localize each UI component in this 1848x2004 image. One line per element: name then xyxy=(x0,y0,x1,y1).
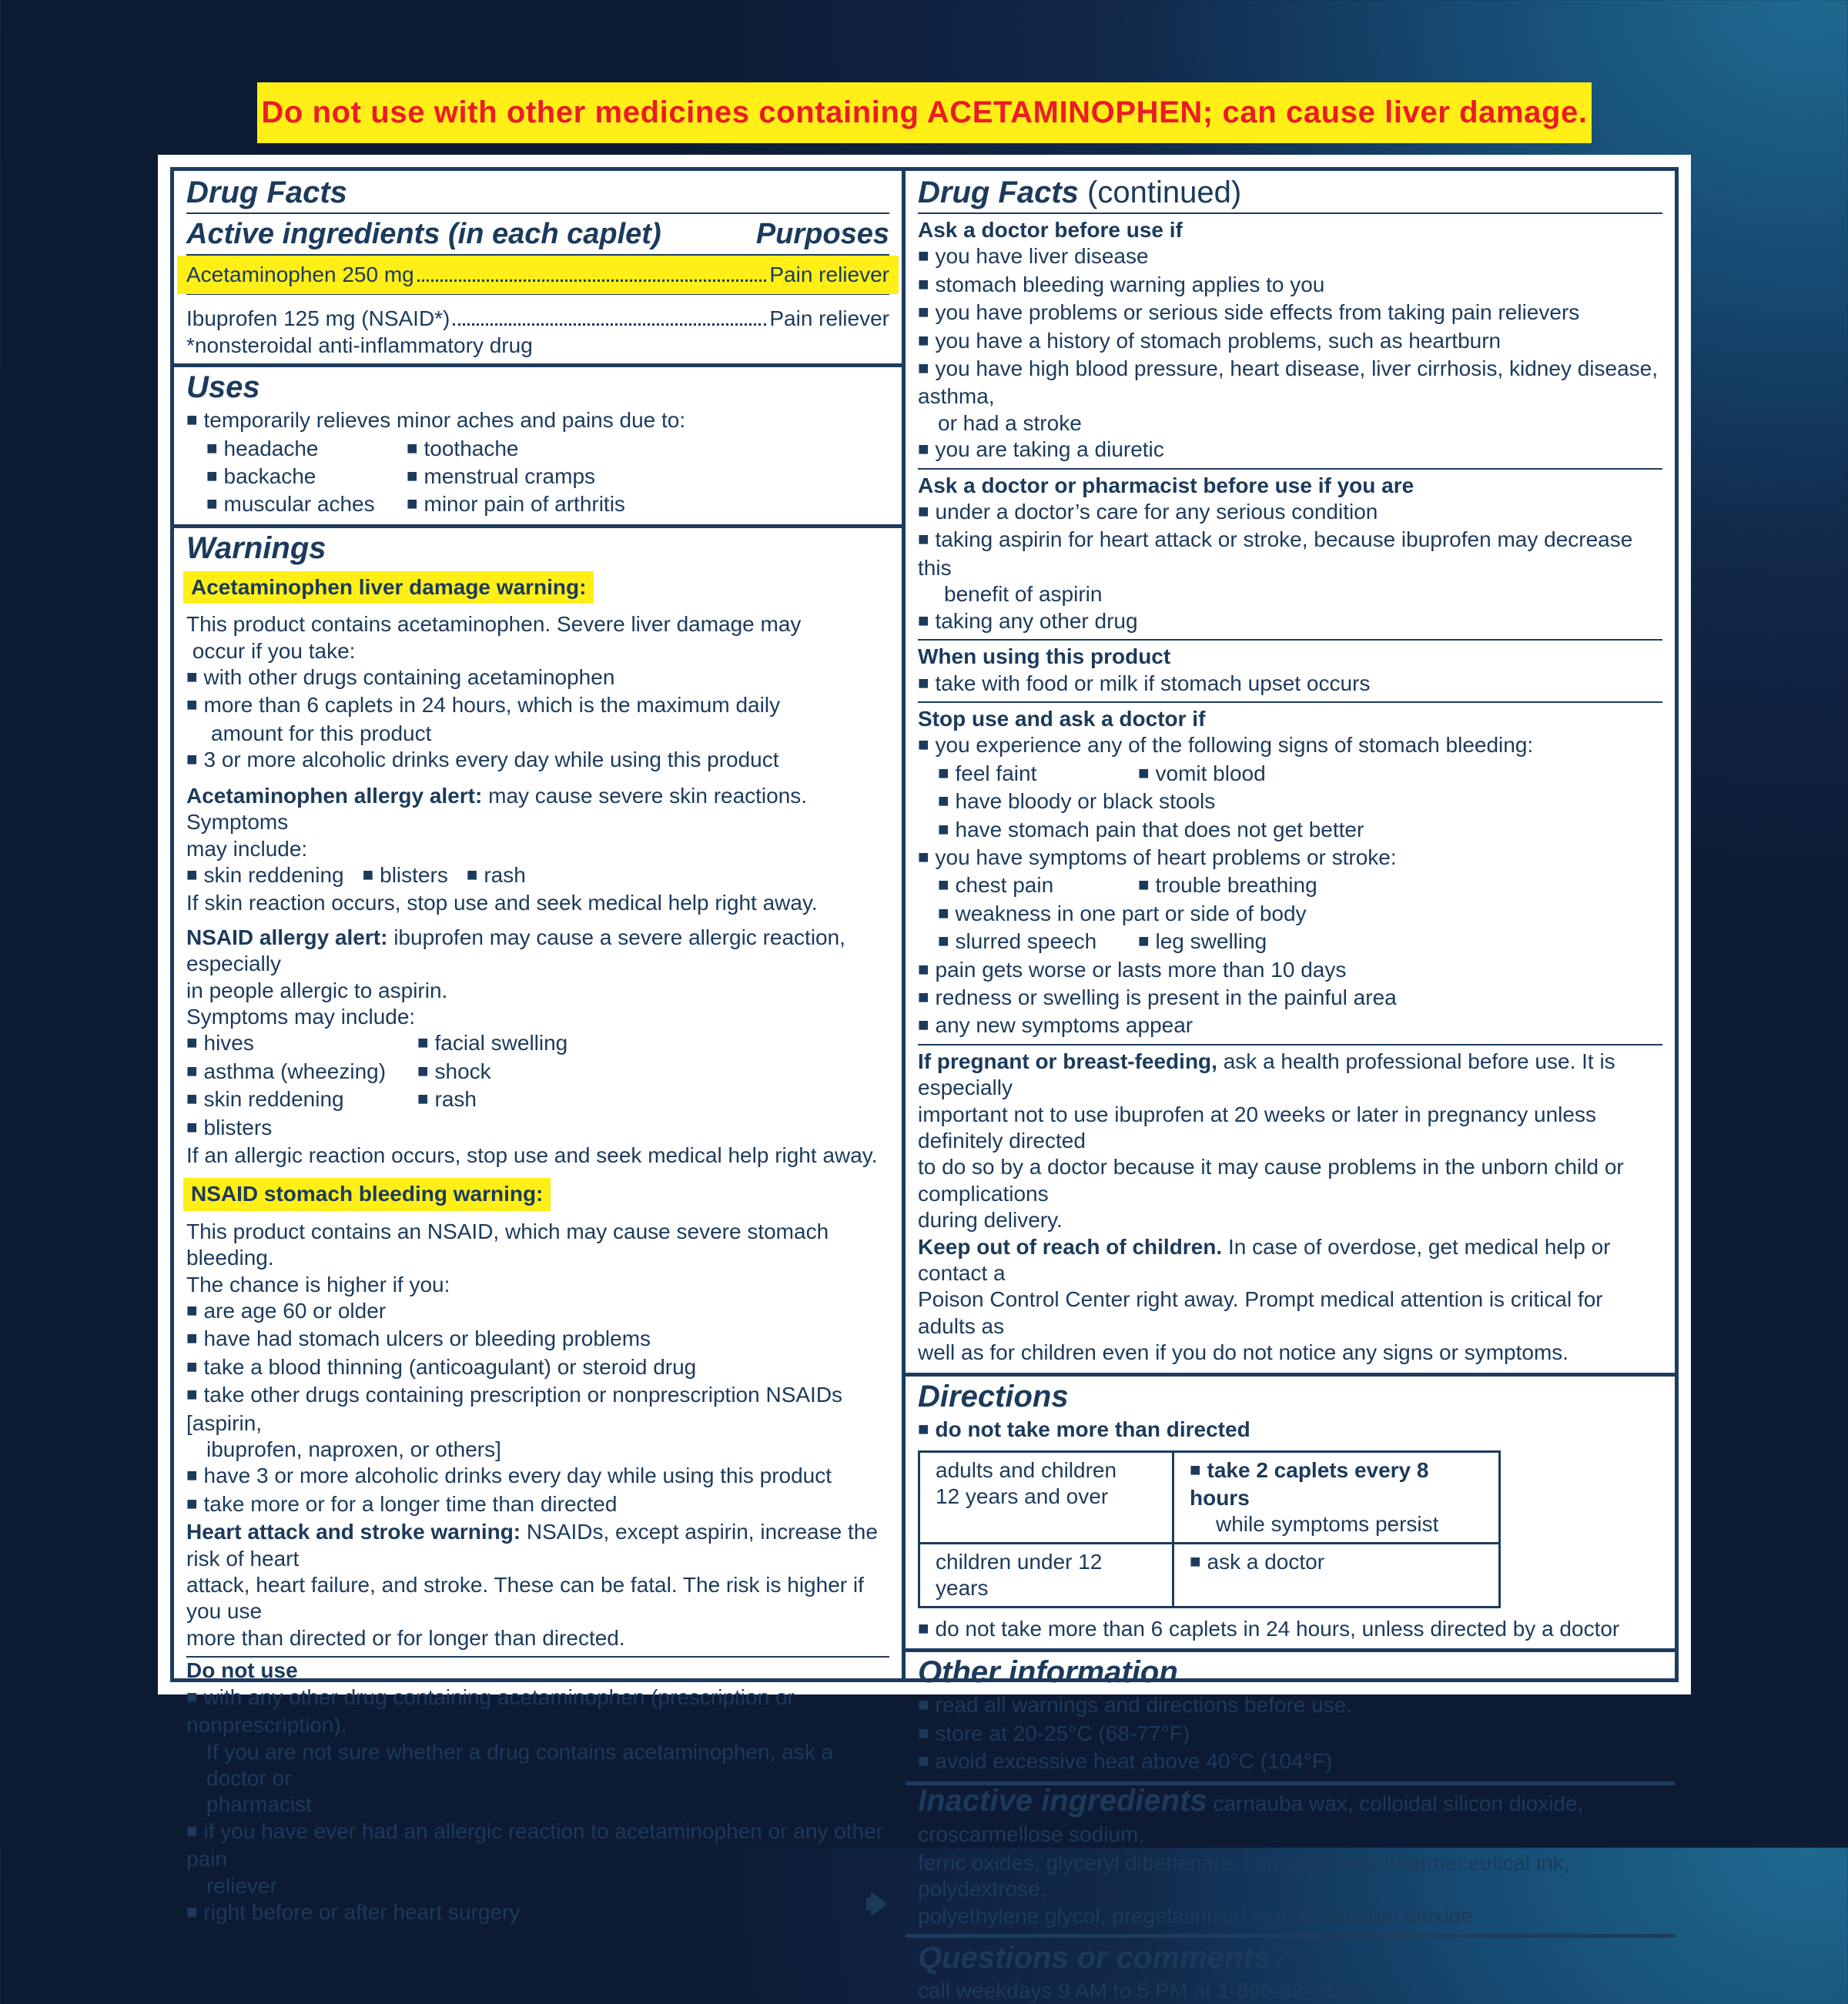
list-item: ■ have 3 or more alcoholic drinks every day while using this product xyxy=(186,1463,889,1490)
active-ingredients-heading: Active ingredients (in each caplet) xyxy=(186,218,661,250)
list-item: ■ toothache xyxy=(407,437,519,460)
list-item: ■ weakness in one part or side of body xyxy=(918,901,1662,928)
list-item: ■ menstrual cramps xyxy=(407,464,595,488)
keep-text: Poison Control Center right away. Prompt medical attention is critical for adults as xyxy=(918,1287,1603,1338)
list-item: ■ right before or after heart surgery xyxy=(186,1899,889,1927)
list-item: ■ take other drugs containing prescription or nonprescription NSAIDs [aspirin, xyxy=(186,1382,889,1437)
list-item: ■ are age 60 or older xyxy=(186,1298,889,1326)
stop-row xyxy=(918,761,1662,788)
uses-row xyxy=(186,491,889,519)
ask-doctor-title: Ask a doctor before use if xyxy=(918,218,1183,242)
table-cell: adults and children 12 years and over xyxy=(919,1452,1173,1544)
list-item: ■ you have problems or serious side effects from taking pain relievers xyxy=(918,299,1662,327)
list-item: ■ skin reddening xyxy=(186,1086,417,1114)
list-item: ■ stomach bleeding warning applies to you xyxy=(918,272,1662,299)
list-item: ■ taking aspirin for heart attack or stroke, because ibuprofen may decrease this xyxy=(918,527,1662,581)
list-item: ■ skin reddening xyxy=(186,863,344,887)
inactive-ingredients: Inactive ingredients carnauba wax, colloidal silicon dioxide, croscarmellose sodium, xyxy=(918,1783,1584,1846)
list-item: ■ avoid excessive heat above 40°C (104°F) xyxy=(918,1748,1662,1776)
table-cell: children under 12 years xyxy=(919,1544,1173,1608)
table-cell: ■ take 2 caplets every 8 hours while symptoms persist xyxy=(1173,1452,1500,1544)
list-item: ■ rash xyxy=(467,863,526,887)
list-item-continued: reliever xyxy=(206,1873,277,1898)
uses-row xyxy=(186,436,889,463)
ingredient-name: Acetaminophen 250 mg xyxy=(186,263,414,286)
drug-facts-continued-title: Drug Facts (continued) xyxy=(918,176,1242,209)
list-item: ■ have bloody or black stools xyxy=(918,788,1662,816)
liver-text: occur if you take: xyxy=(186,638,356,663)
list-item: ■ rash xyxy=(417,1087,477,1111)
list-item: ■ take a blood thinning (anticoagulant) or steroid drug xyxy=(186,1354,889,1382)
list-item-continued: If you are not sure whether a drug contains acetaminophen, ask a doctor or xyxy=(206,1739,834,1790)
list-item: ■ hives xyxy=(186,1030,417,1058)
nsaid-text: in people allergic to aspirin. xyxy=(186,978,448,1002)
drug-facts-title: Drug Facts xyxy=(186,176,347,209)
list-item: ■ you experience any of the following signs of stomach bleeding: xyxy=(918,732,1662,760)
list-item: ■ have had stomach ulcers or bleeding problems xyxy=(186,1326,889,1353)
list-item: ■ vomit blood xyxy=(1138,761,1266,785)
questions-text: call weekdays 9 AM to 5 PM at 1-800-88-ADVIL xyxy=(918,1978,1376,2002)
list-item: ■ you have symptoms of heart problems or stroke: xyxy=(918,845,1662,872)
list-item: ■ backache xyxy=(206,463,407,491)
ask-pharmacist-title: Ask a doctor or pharmacist before use if you are xyxy=(918,473,1414,497)
list-item: ■ feel faint xyxy=(938,761,1138,788)
nsaid-after: If an allergic reaction occurs, stop use and seek medical help right away. xyxy=(186,1143,878,1167)
directions-table xyxy=(918,1450,1501,1608)
list-item: ■ taking any other drug xyxy=(918,608,1662,636)
bleed-text: The chance is higher if you: xyxy=(186,1272,450,1296)
list-item: ■ with other drugs containing acetaminophen xyxy=(186,664,889,692)
list-item: ■ shock xyxy=(417,1059,491,1083)
pregnancy-text: important not to use ibuprofen at 20 weeks or later in pregnancy unless definitely directed xyxy=(918,1102,1596,1153)
directions-title: Directions xyxy=(918,1379,1069,1414)
list-item: ■ leg swelling xyxy=(1138,929,1267,953)
liver-text: This product contains acetaminophen. Severe liver damage may xyxy=(186,612,802,637)
allergy-symptoms xyxy=(186,862,889,890)
pregnancy-warning: If pregnant or breast-feeding, ask a health professional before use. It is especially xyxy=(918,1049,1615,1100)
ingredient-purpose: Pain reliever xyxy=(769,306,889,331)
list-item: ■ any new symptoms appear xyxy=(918,1012,1662,1040)
pregnancy-text: to do so by a doctor because it may cause problems in the unborn child or complications xyxy=(918,1155,1624,1206)
uses-row xyxy=(186,463,889,491)
uses-section xyxy=(174,363,902,524)
list-item-continued: or had a stroke xyxy=(938,410,1082,435)
list-item: ■ chest pain xyxy=(938,872,1138,900)
ingredient-purpose: Pain reliever xyxy=(769,263,889,286)
list-item: ■ take with food or milk if stomach upset occurs xyxy=(918,671,1662,698)
nsaid-text: Symptoms may include: xyxy=(186,1004,416,1029)
phone-number: 1-800-88-ADVIL xyxy=(1217,1978,1376,2002)
ingredient-name: Ibuprofen 125 mg (NSAID*) xyxy=(186,306,450,331)
acetaminophen-warning-banner: Do not use with other medicines containing ACETAMINOPHEN; can cause liver damage. xyxy=(257,82,1592,143)
uses-intro: ■ temporarily relieves minor aches and pains due to: xyxy=(186,407,889,435)
list-item: ■ read all warnings and directions before use. xyxy=(918,1692,1662,1720)
list-item: ■ you have high blood pressure, heart disease, liver cirrhosis, kidney disease, asthma, xyxy=(918,356,1662,410)
list-item: ■ headache xyxy=(206,436,407,463)
list-item: ■ do not take more than 6 caplets in 24 hours, unless directed by a doctor xyxy=(918,1616,1662,1644)
allergy-after: If skin reaction occurs, stop use and seek medical help right away. xyxy=(186,891,818,915)
stop-row xyxy=(918,928,1662,956)
heart-text: more than directed or for longer than directed. xyxy=(186,1625,625,1650)
nsaid-allergy-alert: NSAID allergy alert: ibuprofen may cause a severe allergic reaction, especially xyxy=(186,925,845,976)
inactive-text: polyethylene glycol, pregelatinized starch, titanium dioxide xyxy=(918,1903,1473,1928)
list-item-continued: benefit of aspirin xyxy=(944,582,1103,607)
list-item: ■ 3 or more alcoholic drinks every day while using this product xyxy=(186,747,889,775)
table-row xyxy=(919,1452,1500,1544)
pregnancy-text: during delivery. xyxy=(918,1208,1063,1233)
stop-row xyxy=(918,872,1662,900)
purposes-heading: Purposes xyxy=(755,218,889,250)
list-item: ■ you have liver disease xyxy=(918,243,1662,271)
list-item: ■ you are taking a diuretic xyxy=(918,437,1662,464)
nsaid-symptoms-row xyxy=(186,1086,889,1114)
continue-arrow-icon xyxy=(871,1892,888,1916)
liver-warning-heading: Acetaminophen liver damage warning: xyxy=(183,571,594,604)
list-item: ■ facial swelling xyxy=(417,1031,567,1055)
when-using-title: When using this product xyxy=(918,644,1171,669)
bleed-text: This product contains an NSAID, which may cause severe stomach bleeding. xyxy=(186,1219,829,1270)
list-item-continued: pharmacist xyxy=(206,1792,312,1817)
nsaid-footnote: *nonsteroidal anti-inflammatory drug xyxy=(186,333,533,357)
keep-text: well as for children even if you do not notice any signs or symptoms. xyxy=(918,1340,1569,1365)
stop-use-title: Stop use and ask a doctor if xyxy=(918,706,1206,731)
list-item: ■ store at 20-25°C (68-77°F) xyxy=(918,1721,1662,1748)
nsaid-symptoms-row xyxy=(186,1030,889,1058)
list-item: ■ pain gets worse or lasts more than 10 days xyxy=(918,957,1662,985)
list-item-continued: ibuprofen, naproxen, or others] xyxy=(206,1437,501,1462)
allergy-text: may include: xyxy=(186,836,308,861)
list-item-continued: amount for this product xyxy=(211,721,432,745)
list-item: ■ redness or swelling is present in the painful area xyxy=(918,985,1662,1012)
table-cell: ■ ask a doctor xyxy=(1173,1544,1500,1608)
list-item: ■ have stomach pain that does not get better xyxy=(918,817,1662,845)
active-ingredients-section xyxy=(174,171,902,363)
other-information-section xyxy=(906,1648,1675,1781)
list-item: ■ if you have ever had an allergic reaction to acetaminophen or any other pain xyxy=(186,1818,889,1873)
list-item: ■ more than 6 caplets in 24 hours, which is the maximum daily xyxy=(186,692,889,720)
uses-title: Uses xyxy=(186,370,260,405)
nsaid-symptoms-row xyxy=(186,1059,889,1086)
warnings-section xyxy=(174,524,902,1928)
drug-facts-label xyxy=(158,155,1691,2002)
heart-attack-warning: Heart attack and stroke warning: NSAIDs, except aspirin, increase the risk of heart xyxy=(186,1520,878,1571)
directions-section xyxy=(906,1373,1675,1649)
ingredient-row-acetaminophen xyxy=(177,256,899,294)
right-column xyxy=(906,171,1675,2002)
list-item: ■ slurred speech xyxy=(938,928,1138,956)
stomach-bleeding-warning-heading: NSAID stomach bleeding warning: xyxy=(183,1178,551,1210)
questions-section xyxy=(906,1934,1675,2004)
list-item: ■ asthma (wheezing) xyxy=(186,1059,417,1086)
list-item: ■ you have a history of stomach problems, such as heartburn xyxy=(918,328,1662,356)
ingredient-row-ibuprofen xyxy=(186,295,889,332)
list-item: ■ do not take more than directed xyxy=(918,1417,1662,1444)
other-information-title: Other information xyxy=(918,1655,1178,1690)
continued-section xyxy=(906,171,1675,1373)
list-item: ■ under a doctor’s care for any serious condition xyxy=(918,499,1662,527)
warnings-title: Warnings xyxy=(186,530,326,565)
heart-text: attack, heart failure, and stroke. These can be fatal. The risk is higher if you use xyxy=(186,1573,864,1624)
keep-out-of-reach: Keep out of reach of children. In case of overdose, get medical help or contact a xyxy=(918,1234,1611,1286)
list-item: ■ blisters xyxy=(186,1115,889,1143)
acetaminophen-allergy-alert: Acetaminophen allergy alert: may cause severe skin reactions. Symptoms xyxy=(186,783,808,835)
drug-facts-frame xyxy=(170,167,1679,2002)
list-item: ■ minor pain of arthritis xyxy=(407,492,625,516)
list-item: ■ take more or for a longer time than directed xyxy=(186,1491,889,1519)
list-item: ■ muscular aches xyxy=(206,491,407,519)
list-item: ■ trouble breathing xyxy=(1138,873,1317,897)
left-column xyxy=(174,171,906,1924)
list-item: ■ with any other drug containing acetaminophen (prescription or nonprescription). xyxy=(186,1684,889,1739)
inactive-ingredients-section xyxy=(906,1782,1675,1934)
inactive-text: ferric oxides, glyceryl dibehenate, hypromellose, pharmaceutical ink, polydextrose, xyxy=(918,1850,1570,1902)
list-item: ■ blisters xyxy=(363,863,448,887)
questions-title: Questions or comments? xyxy=(918,1940,1290,1975)
table-row xyxy=(919,1544,1500,1608)
do-not-use-title: Do not use xyxy=(186,1658,298,1683)
